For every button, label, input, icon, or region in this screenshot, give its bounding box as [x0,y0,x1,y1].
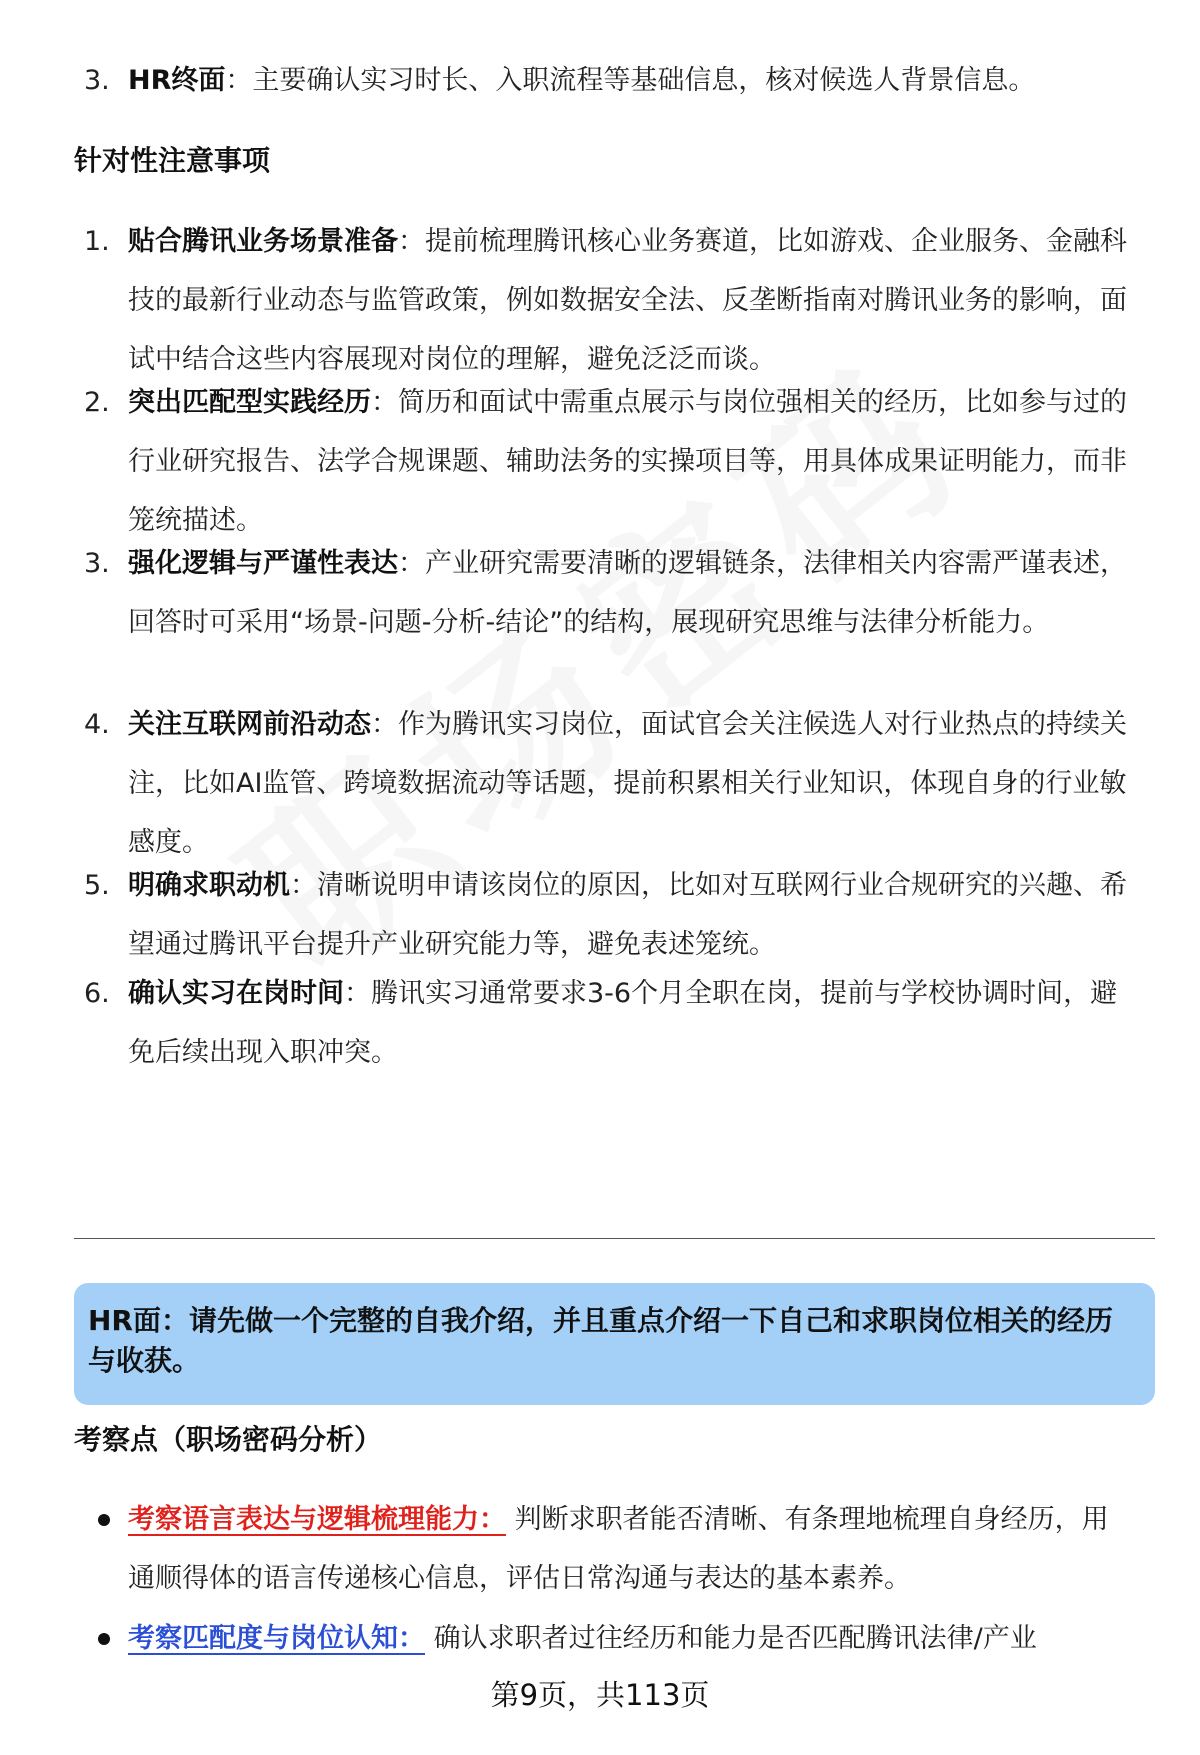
note-item-1: 1. 贴合腾讯业务场景准备：提前梳理腾讯核心业务赛道，比如游戏、企业服务、金融科技的最新行业动态与监管政策，例如数据安全法、反垄断指南对腾讯业务的影响，面试中结合这些内容展现对岗位的理解，避免泛泛而谈。 [84,226,1127,375]
analysis-item-2: 考察匹配度与岗位认知： 确认求职者过往经历和能力是否匹配腾讯法律/产业 [76,1609,1146,1668]
bullet-dot [98,1514,110,1526]
analysis-link-language[interactable]: 考察语言表达与逻辑梳理能力： [128,1504,506,1535]
analysis-item-1: 考察语言表达与逻辑梳理能力： 判断求职者能否清晰、有条理地梳理自身经历，用通顺得体的语言传递核心信息，评估日常沟通与表达的基本素养。 [76,1490,1146,1608]
bullet-dot [98,1633,110,1645]
note-item-3: 3. 强化逻辑与严谨性表达：产业研究需要清晰的逻辑链条，法律相关内容需严谨表述，回答时可采用“场景-问题-分析-结论”的结构，展现研究思维与法律分析能力。 [84,548,1127,638]
item-title: HR终面 [128,65,226,96]
note-item-5: 5. 明确求职动机：清晰说明申请该岗位的原因，比如对互联网行业合规研究的兴趣、希望通过腾讯平台提升产业研究能力等，避免表述笼统。 [84,870,1127,960]
analysis-heading: 考察点（职场密码分析） [74,1423,383,1456]
note-item-6: 6. 确认实习在岗时间：腾讯实习通常要求3-6个月全职在岗，提前与学校协调时间，避免后续出现入职冲突。 [84,978,1118,1068]
notes-heading: 针对性注意事项 [74,144,271,177]
item-body: 主要确认实习时长、入职流程等基础信息，核对候选人背景信息。 [252,65,1036,96]
page-footer: 第9页，共113页 [490,1678,710,1712]
note-item-4: 4. 关注互联网前沿动态：作为腾讯实习岗位，面试官会关注候选人对行业热点的持续关注，比如AI监管、跨境数据流动等话题，提前积累相关行业知识，体现自身的行业敏感度。 [84,709,1127,858]
hr-question-text: HR面：请先做一个完整的自我介绍，并且重点介绍一下自己和求职岗位相关的经历与收获。 [88,1304,1113,1377]
hr-question-callout [74,1283,1155,1405]
item-text: HR终面：主要确认实习时长、入职流程等基础信息，核对候选人背景信息。 [128,65,1036,96]
note-item-2: 2. 突出匹配型实践经历：简历和面试中需重点展示与岗位强相关的经历，比如参与过的行业研究报告、法学合规课题、辅助法务的实操项目等，用具体成果证明能力，而非笼统描述。 [84,387,1127,536]
interview-stage-item [76,51,1146,110]
section-divider [74,1238,1155,1239]
item-number: 3. [84,65,110,96]
analysis-link-match[interactable]: 考察匹配度与岗位认知： [128,1623,425,1654]
